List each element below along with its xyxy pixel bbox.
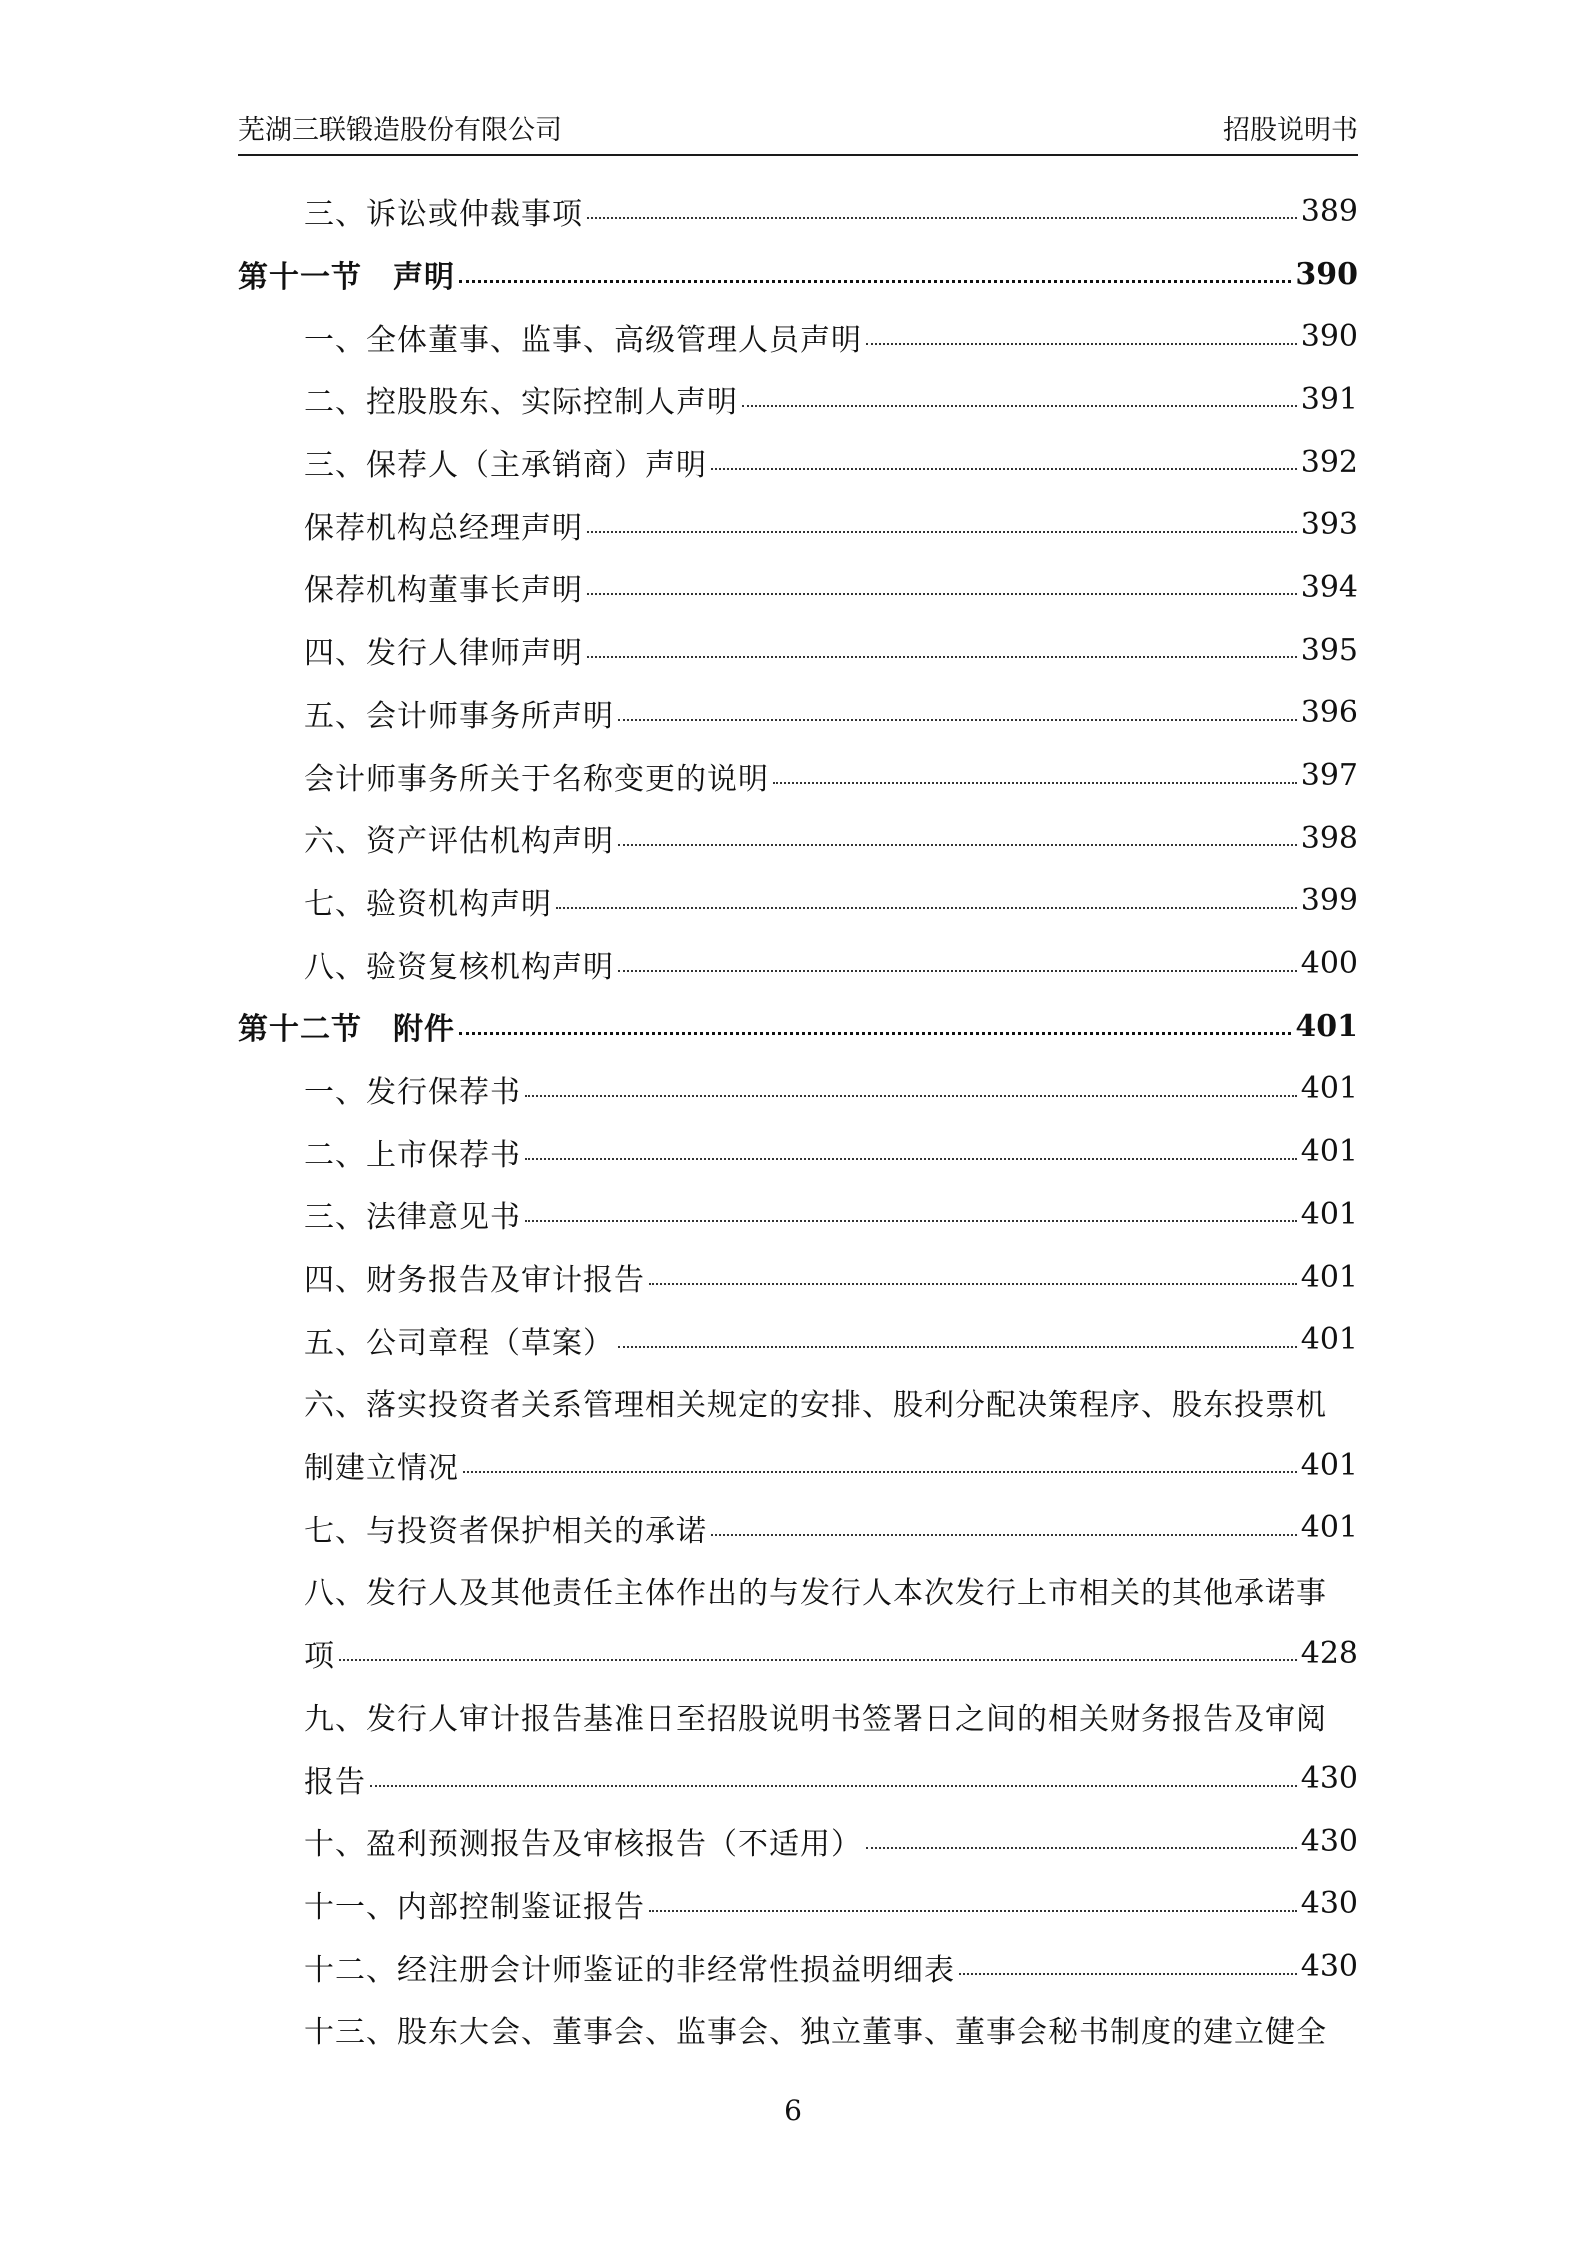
toc-entry[interactable] xyxy=(238,1183,1358,1246)
toc-entry[interactable] xyxy=(238,1308,1358,1371)
toc-leader-dots xyxy=(711,468,1297,470)
toc-entry-page: 398 xyxy=(1300,820,1358,856)
toc-entry-page: 401 xyxy=(1300,1322,1358,1358)
toc-entry[interactable] xyxy=(238,556,1358,619)
toc-entry-page: 390 xyxy=(1300,319,1358,355)
toc-entry[interactable] xyxy=(238,180,1358,243)
toc-entry[interactable] xyxy=(238,1434,1358,1497)
toc-leader-dots xyxy=(525,1095,1297,1097)
toc-leader-dots xyxy=(525,1220,1297,1222)
toc-entry[interactable] xyxy=(238,932,1358,995)
toc-entry[interactable] xyxy=(238,493,1358,556)
toc-entry-page: 430 xyxy=(1300,1949,1358,1985)
toc-entry-page: 400 xyxy=(1300,946,1358,982)
toc-section-entry[interactable] xyxy=(238,243,1358,306)
toc-entry-page: 396 xyxy=(1300,695,1358,731)
toc-leader-dots xyxy=(587,217,1297,219)
toc-entry[interactable] xyxy=(238,1747,1358,1810)
toc-section-label: 第十二节 附件 xyxy=(238,1012,455,1048)
toc-entry[interactable] xyxy=(238,305,1358,368)
toc-leader-dots xyxy=(587,656,1297,658)
toc-entry-page: 401 xyxy=(1300,1447,1358,1483)
toc-leader-dots xyxy=(618,970,1297,972)
toc-entry-page: 428 xyxy=(1300,1635,1358,1671)
toc-entry-label: 报告 xyxy=(304,1764,366,1800)
toc-entry-page: 394 xyxy=(1300,569,1358,605)
toc-entry-label: 三、诉讼或仲裁事项 xyxy=(304,197,583,233)
toc-leader-dots xyxy=(649,1283,1297,1285)
toc-section-label: 第十一节 声明 xyxy=(238,260,455,296)
toc-entry[interactable] xyxy=(238,431,1358,494)
toc-entry[interactable] xyxy=(238,619,1358,682)
toc-entry-page: 401 xyxy=(1300,1071,1358,1107)
toc-leader-dots xyxy=(459,1032,1291,1035)
toc-leader-dots xyxy=(370,1785,1297,1787)
toc-entry-page: 399 xyxy=(1300,883,1358,919)
toc-entry[interactable] xyxy=(238,1246,1358,1309)
toc-entry[interactable] xyxy=(238,807,1358,870)
toc-entry-label: 十三、股东大会、董事会、监事会、独立董事、董事会秘书制度的建立健全 xyxy=(304,2015,1327,2051)
toc-entry-label: 会计师事务所关于名称变更的说明 xyxy=(304,761,769,797)
toc-entry-label: 十、盈利预测报告及审核报告（不适用） xyxy=(304,1827,862,1863)
toc-entry-label: 二、控股股东、实际控制人声明 xyxy=(304,385,738,421)
toc-entry-label: 项 xyxy=(304,1639,335,1675)
toc-entry[interactable] xyxy=(238,1496,1358,1559)
toc-entry[interactable] xyxy=(238,1058,1358,1121)
toc-entry-label: 制建立情况 xyxy=(304,1451,459,1487)
toc-entry[interactable] xyxy=(238,1622,1358,1685)
toc-entry-label: 五、公司章程（草案） xyxy=(304,1325,614,1361)
toc-entry-label: 四、财务报告及审计报告 xyxy=(304,1263,645,1299)
toc-leader-dots xyxy=(556,907,1297,909)
toc-section-page: 401 xyxy=(1295,1008,1358,1044)
toc-entry-page: 392 xyxy=(1300,444,1358,480)
toc-entry-text-line[interactable] xyxy=(238,1685,1358,1748)
toc-entry-label: 十二、经注册会计师鉴证的非经常性损益明细表 xyxy=(304,1952,955,1988)
toc-entry[interactable] xyxy=(238,1810,1358,1873)
toc-entry-page: 397 xyxy=(1300,758,1358,794)
toc-leader-dots xyxy=(587,531,1297,533)
toc-leader-dots xyxy=(742,405,1297,407)
toc-leader-dots xyxy=(959,1973,1297,1975)
toc-leader-dots xyxy=(618,719,1297,721)
toc-entry[interactable] xyxy=(238,1120,1358,1183)
header-document-title: 招股说明书 xyxy=(1223,115,1358,146)
toc-entry-page: 401 xyxy=(1300,1134,1358,1170)
toc-section-page: 390 xyxy=(1295,256,1358,292)
toc-entry-label: 四、发行人律师声明 xyxy=(304,636,583,672)
toc-leader-dots xyxy=(525,1158,1297,1160)
page-number: 6 xyxy=(784,2094,802,2127)
toc-entry-label: 三、法律意见书 xyxy=(304,1200,521,1236)
toc-entry-text-line[interactable] xyxy=(238,1998,1358,2061)
toc-entry-label: 六、落实投资者关系管理相关规定的安排、股利分配决策程序、股东投票机 xyxy=(304,1388,1327,1424)
header-company-name: 芜湖三联锻造股份有限公司 xyxy=(238,115,562,146)
toc-leader-dots xyxy=(773,782,1297,784)
toc-leader-dots xyxy=(587,593,1297,595)
toc-leader-dots xyxy=(618,1346,1297,1348)
toc-entry-label: 一、全体董事、监事、高级管理人员声明 xyxy=(304,322,862,358)
toc-entry-label: 十一、内部控制鉴证报告 xyxy=(304,1889,645,1925)
toc-leader-dots xyxy=(866,343,1297,345)
toc-entry-label: 一、发行保荐书 xyxy=(304,1074,521,1110)
toc-leader-dots xyxy=(463,1471,1297,1473)
toc-entry-label: 七、验资机构声明 xyxy=(304,886,552,922)
toc-leader-dots xyxy=(866,1847,1297,1849)
page-header xyxy=(238,108,1358,156)
toc-leader-dots xyxy=(711,1534,1297,1536)
toc-entry[interactable] xyxy=(238,368,1358,431)
toc-leader-dots xyxy=(459,280,1291,283)
toc-entry-text-line[interactable] xyxy=(238,1559,1358,1622)
toc-leader-dots xyxy=(649,1910,1297,1912)
toc-entry-page: 430 xyxy=(1300,1886,1358,1922)
toc-leader-dots xyxy=(339,1659,1297,1661)
toc-entry-page: 391 xyxy=(1300,381,1358,417)
table-of-contents xyxy=(238,180,1358,2061)
toc-section-entry[interactable] xyxy=(238,995,1358,1058)
toc-entry-page: 389 xyxy=(1300,193,1358,229)
toc-entry-page: 401 xyxy=(1300,1196,1358,1232)
toc-entry-label: 五、会计师事务所声明 xyxy=(304,698,614,734)
toc-entry-page: 401 xyxy=(1300,1259,1358,1295)
toc-entry[interactable] xyxy=(238,682,1358,745)
toc-entry-text-line[interactable] xyxy=(238,1371,1358,1434)
toc-entry[interactable] xyxy=(238,1873,1358,1936)
toc-entry-label: 八、发行人及其他责任主体作出的与发行人本次发行上市相关的其他承诺事 xyxy=(304,1576,1327,1612)
toc-entry-label: 三、保荐人（主承销商）声明 xyxy=(304,448,707,484)
toc-entry-label: 保荐机构总经理声明 xyxy=(304,510,583,546)
toc-entry[interactable] xyxy=(238,870,1358,933)
toc-entry-label: 二、上市保荐书 xyxy=(304,1137,521,1173)
toc-entry-label: 九、发行人审计报告基准日至招股说明书签署日之间的相关财务报告及审阅 xyxy=(304,1701,1327,1737)
toc-entry-label: 八、验资复核机构声明 xyxy=(304,949,614,985)
toc-entry-page: 393 xyxy=(1300,507,1358,543)
toc-entry-page: 395 xyxy=(1300,632,1358,668)
toc-entry[interactable] xyxy=(238,744,1358,807)
toc-leader-dots xyxy=(618,844,1297,846)
toc-entry-page: 430 xyxy=(1300,1823,1358,1859)
toc-entry[interactable] xyxy=(238,1935,1358,1998)
toc-entry-label: 七、与投资者保护相关的承诺 xyxy=(304,1513,707,1549)
toc-entry-page: 401 xyxy=(1300,1510,1358,1546)
toc-entry-label: 保荐机构董事长声明 xyxy=(304,573,583,609)
toc-entry-label: 六、资产评估机构声明 xyxy=(304,824,614,860)
toc-entry-page: 430 xyxy=(1300,1761,1358,1797)
